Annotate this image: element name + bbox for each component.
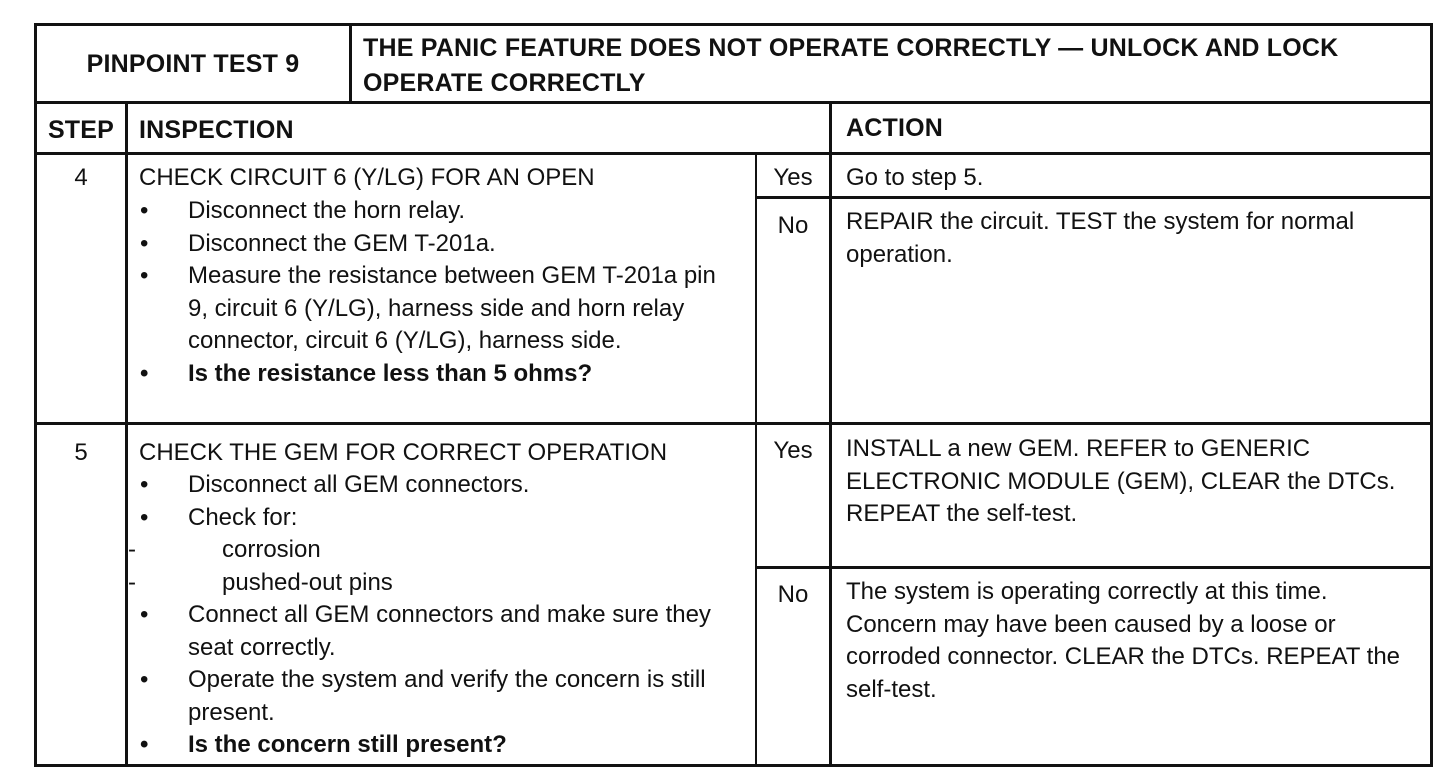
inspection-list	[126, 469, 748, 762]
inspection-item: • Connect all GEM connectors and make sure they seat correctly.	[126, 599, 748, 664]
inspection-item: • Disconnect the GEM T-201a.	[126, 228, 738, 261]
table-border-bottom	[34, 764, 1433, 767]
inspection-item: • Disconnect the horn relay.	[126, 195, 738, 228]
step-column-header: STEP	[47, 116, 115, 144]
pinpoint-test-description: THE PANIC FEATURE DOES NOT OPERATE CORRECTLY — UNLOCK AND LOCK OPERATE CORRECTLY	[363, 34, 1339, 97]
step-number: 4	[74, 164, 88, 191]
table-border-top	[34, 23, 1433, 26]
yes-label: Yes	[773, 164, 813, 191]
table-border-right	[1430, 23, 1433, 767]
no-action: The system is operating correctly at this time. Concern may have been caused by a loose or corroded connector. CLEAR the DTCs. REPEAT the self-test.	[846, 578, 1401, 703]
inspection-item: • Disconnect all GEM connectors.	[126, 469, 748, 502]
check-subitem: - pushed-out pins	[126, 567, 748, 600]
title-divider	[349, 23, 352, 103]
inspection-item	[126, 502, 748, 600]
no-action: REPAIR the circuit. TEST the system for normal operation.	[846, 208, 1355, 268]
action-column-header: ACTION	[846, 114, 944, 142]
step-row-divider	[34, 422, 1433, 425]
step5-yes-no-divider	[755, 566, 1433, 569]
yes-action: Go to step 5.	[846, 164, 984, 191]
no-label: No	[777, 212, 809, 239]
inspection-question: • Is the concern still present?	[126, 729, 748, 762]
no-label: No	[777, 581, 809, 608]
title-row-bottom	[34, 101, 1433, 104]
pinpoint-test-title: PINPOINT TEST 9	[86, 50, 300, 78]
inspection-item: • Measure the resistance between GEM T-201a pin 9, circuit 6 (Y/LG), harness side and horn relay connector, circuit 6 (Y/LG), harness side.	[126, 260, 738, 358]
inspection-column-header: INSPECTION	[139, 116, 294, 144]
yes-label: Yes	[773, 437, 813, 464]
header-row-bottom	[34, 152, 1433, 155]
step-number: 5	[74, 439, 88, 466]
step-title: CHECK THE GEM FOR CORRECT OPERATION	[139, 439, 668, 466]
inspection-list	[126, 195, 738, 390]
inspection-item: • Operate the system and verify the concern is still present.	[126, 664, 748, 729]
inspection-item-text: Check for:	[188, 503, 298, 531]
action-column-divider	[829, 101, 832, 767]
step-title: CHECK CIRCUIT 6 (Y/LG) FOR AN OPEN	[139, 164, 595, 191]
inspection-question: • Is the resistance less than 5 ohms?	[126, 358, 738, 391]
step4-yes-no-divider	[755, 196, 1433, 199]
yes-action: INSTALL a new GEM. REFER to GENERIC ELECTRONIC MODULE (GEM), CLEAR the DTCs. REPEAT the self-test.	[846, 435, 1396, 527]
check-sublist	[126, 534, 748, 599]
check-subitem: - corrosion	[126, 534, 748, 567]
